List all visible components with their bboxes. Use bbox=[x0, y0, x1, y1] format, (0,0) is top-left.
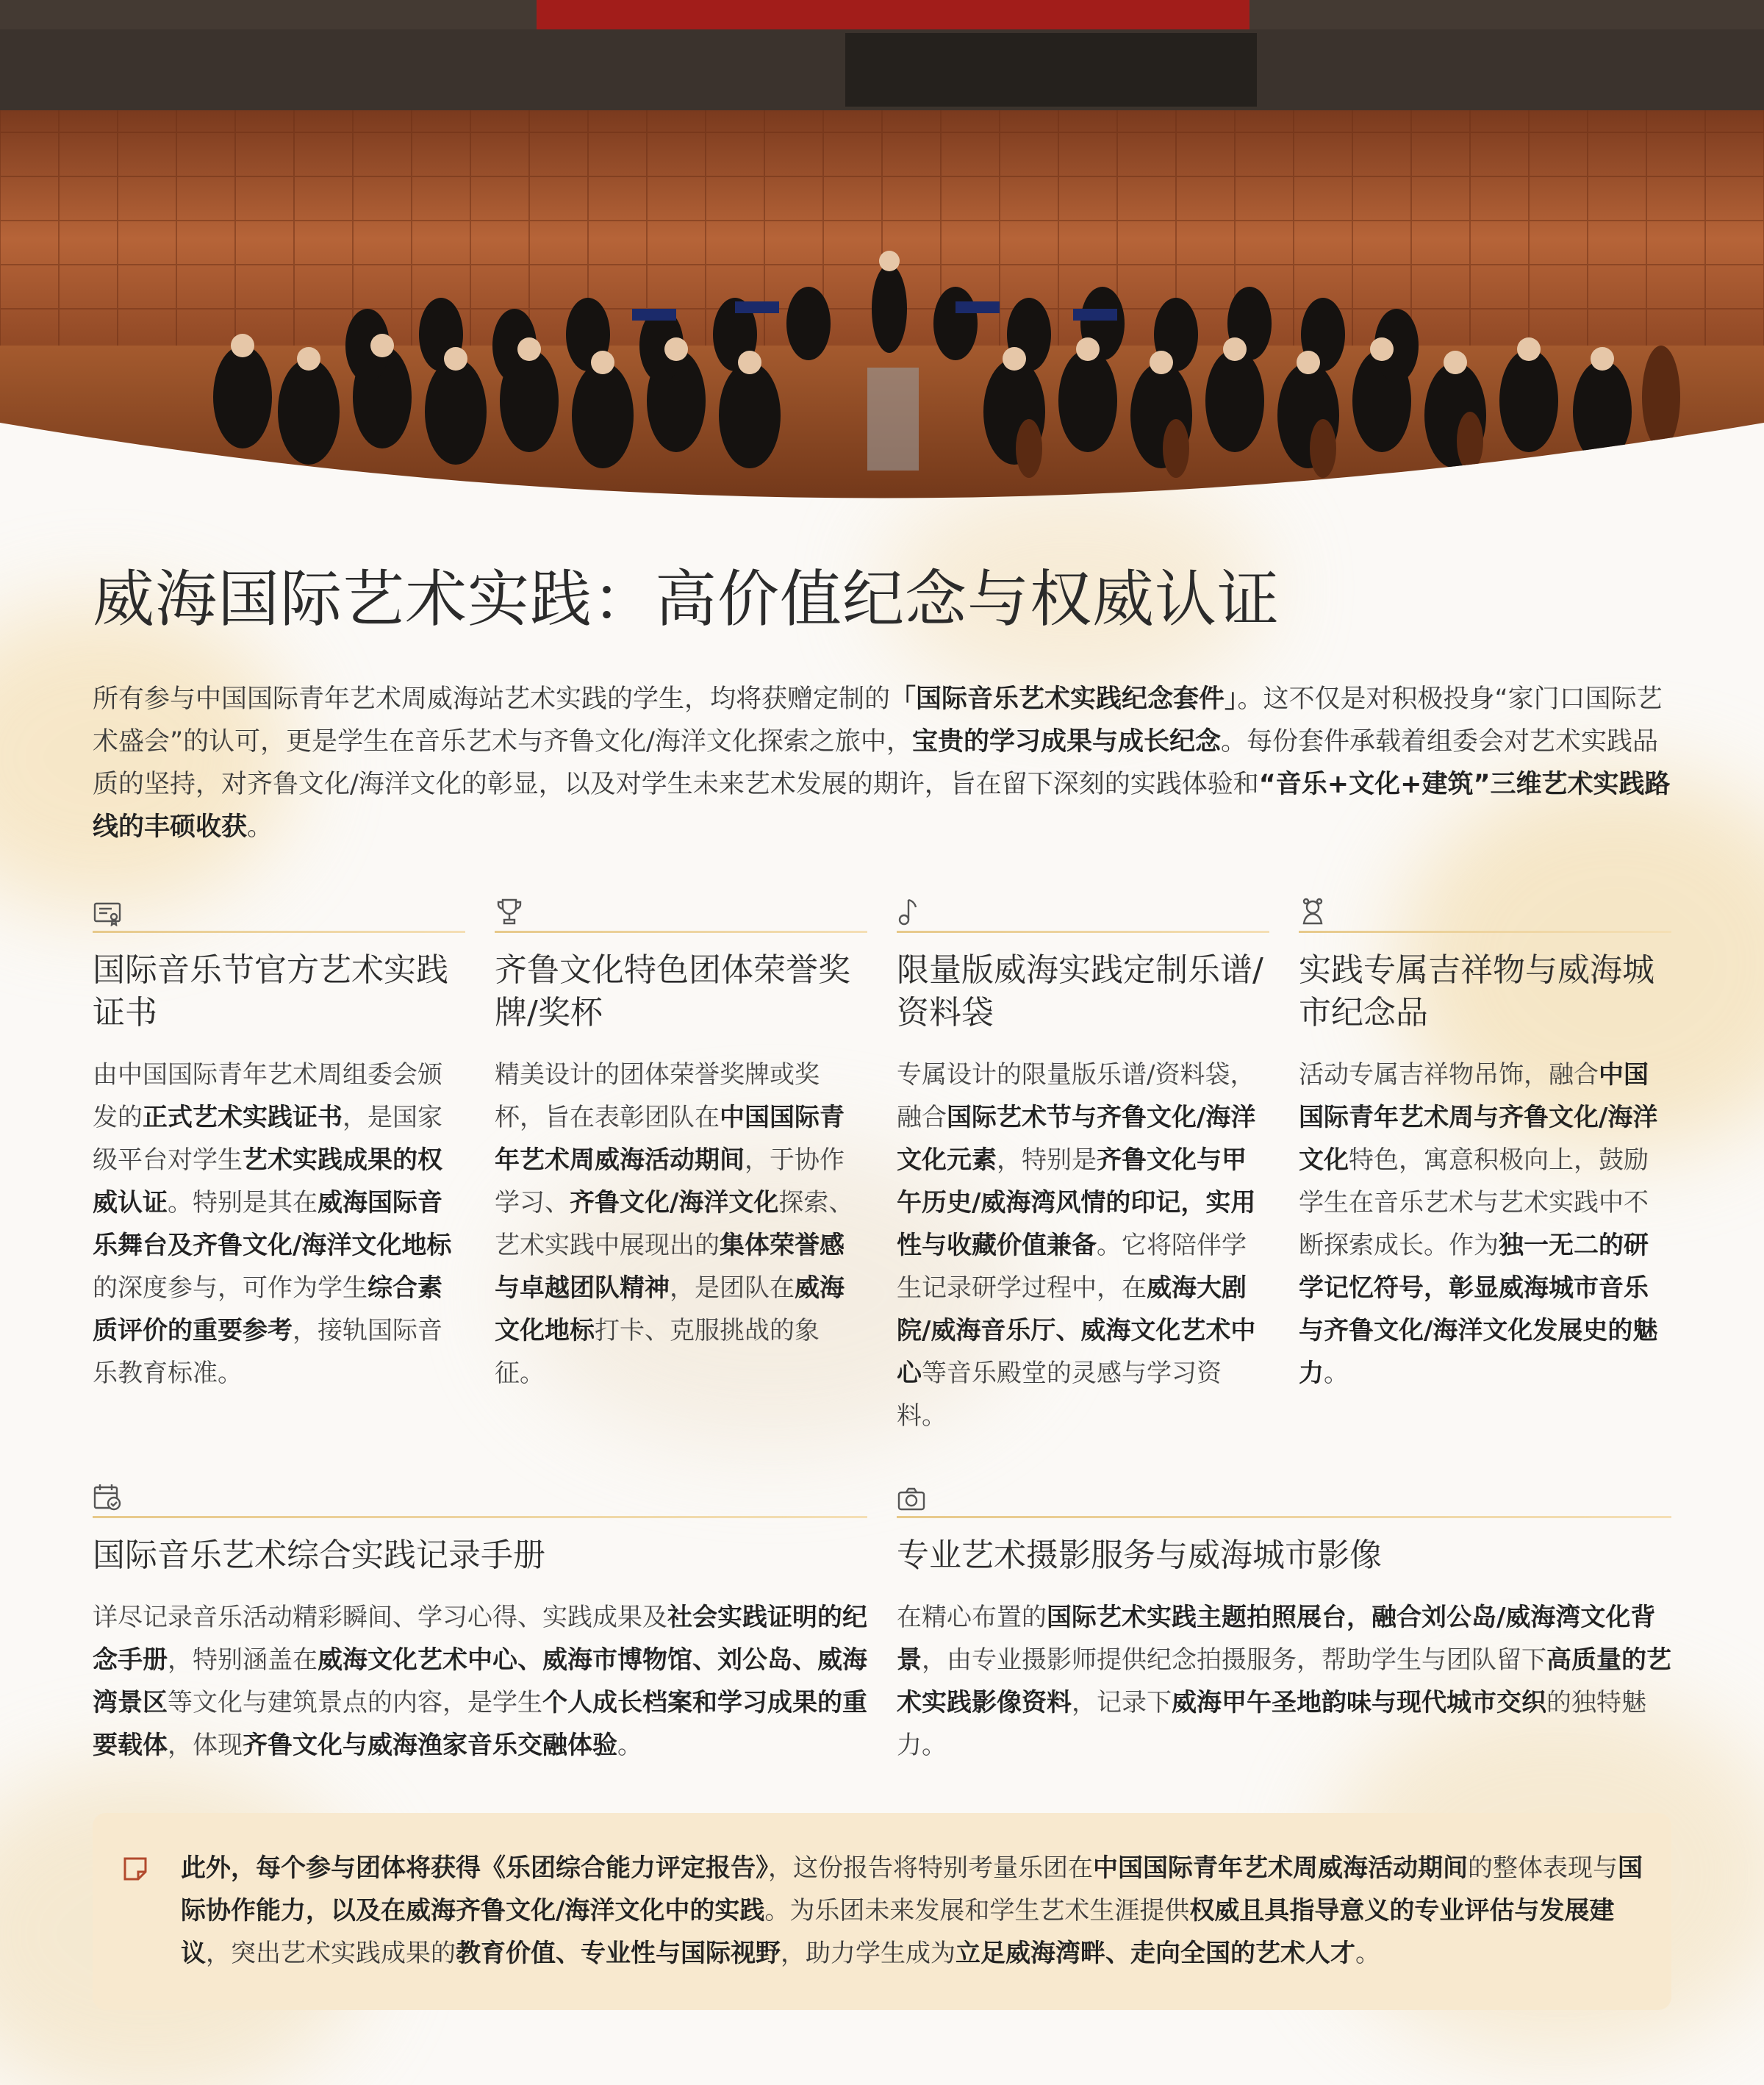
camera-icon bbox=[897, 1487, 926, 1512]
emphasis-text: 「国际音乐艺术实践纪念套件」 bbox=[890, 684, 1238, 714]
body-text: ，接轨国际音乐教育标准。 bbox=[93, 1316, 442, 1388]
emphasis-text: 威海甲午圣地韵味与现代城市交织 bbox=[1172, 1688, 1546, 1717]
body-text: ，于协作学习、 bbox=[495, 1145, 845, 1217]
body-text: 。 bbox=[1324, 1359, 1349, 1388]
body-text: 。这不仅是对积极投身“家门口国际艺术盛会”的认可，更是学生在音乐艺术与齐鲁文化/海洋文化探索之旅中， bbox=[93, 684, 1663, 757]
body-text: 详尽记录音乐活动精彩瞬间、学习心得、实践成果及 bbox=[93, 1603, 667, 1632]
card-title: 齐鲁文化特色团体荣誉奖牌/奖杯 bbox=[495, 951, 850, 1031]
emphasis-text: 社会实践证明的纪念手册 bbox=[93, 1603, 867, 1675]
emphasis-text: 个人成长档案和学习成果的重要载体 bbox=[93, 1688, 867, 1760]
card-body bbox=[93, 1596, 867, 1767]
card-divider bbox=[1299, 931, 1671, 933]
body-text: 打卡、克服挑战的象征。 bbox=[495, 1316, 820, 1388]
body-text: 由中国国际青年艺术周组委会颁发的 bbox=[93, 1060, 442, 1132]
body-text: 在精心布置的 bbox=[897, 1603, 1047, 1632]
body-text: 。它将陪伴学生记录研学过程中，在 bbox=[897, 1231, 1247, 1303]
body-text: 。 bbox=[1355, 1939, 1380, 1968]
card-record-book bbox=[93, 1473, 867, 1767]
card-title: 限量版威海实践定制乐谱/资料袋 bbox=[897, 951, 1263, 1031]
body-text: 的深度参与，可作为学生 bbox=[93, 1273, 368, 1303]
body-text: 的独特魅力。 bbox=[897, 1688, 1646, 1760]
body-text: 专属设计的限量版乐谱/资料袋，融合 bbox=[897, 1060, 1255, 1132]
emphasis-text: 齐鲁文化与威海渔家音乐交融体验 bbox=[243, 1731, 617, 1760]
intro-paragraph bbox=[93, 678, 1671, 848]
report-note-box bbox=[93, 1813, 1671, 2010]
body-text: 活动专属吉祥物吊饰，融合 bbox=[1299, 1060, 1599, 1090]
emphasis-text: 齐鲁文化/海洋文化 bbox=[570, 1188, 779, 1217]
emphasis-text: 高质量的艺术实践影像资料 bbox=[897, 1645, 1671, 1717]
music-note-icon bbox=[897, 897, 922, 926]
trophy-icon bbox=[495, 897, 524, 926]
card-title: 国际音乐艺术综合实践记录手册 bbox=[93, 1537, 545, 1574]
emphasis-text: 艺术实践成果的权威认证 bbox=[93, 1145, 442, 1217]
emphasis-text: 集体荣誉感与卓越团队精神 bbox=[495, 1231, 845, 1303]
emphasis-text: 立足威海湾畔、走向全国的艺术人才 bbox=[956, 1939, 1355, 1968]
body-text: 特色，寓意积极向上，鼓励学生在音乐艺术与艺术实践中不断探索成长。作为 bbox=[1299, 1145, 1649, 1260]
emphasis-text: 威海文化艺术中心、威海市博物馆、刘公岛、威海湾景区 bbox=[93, 1645, 867, 1717]
emphasis-text: 国际艺术节与齐鲁文化/海洋文化元素 bbox=[897, 1103, 1256, 1175]
body-text: 。 bbox=[617, 1731, 642, 1760]
card-photography bbox=[897, 1473, 1671, 1767]
body-text: ，特别是 bbox=[997, 1145, 1097, 1175]
card-mascot bbox=[1299, 888, 1671, 1437]
certificate-icon bbox=[93, 901, 122, 926]
card-divider bbox=[93, 931, 465, 933]
emphasis-text: 齐鲁文化与甲午历史/威海湾风情的印记，实用性与收藏价值兼备 bbox=[897, 1145, 1256, 1260]
souvenir-cards-row bbox=[93, 888, 1671, 1437]
body-text: 的整体表现与 bbox=[1468, 1853, 1618, 1883]
body-text: ，这份报告将特别考量乐团在 bbox=[768, 1853, 1093, 1883]
main-content bbox=[93, 559, 1671, 1968]
card-body bbox=[897, 1054, 1269, 1437]
note-text bbox=[181, 1847, 1643, 1975]
hero-concert-photo bbox=[0, 0, 1764, 515]
emphasis-text: 中国国际青年艺术周与齐鲁文化/海洋文化 bbox=[1299, 1060, 1658, 1175]
card-body bbox=[495, 1054, 867, 1395]
card-trophy bbox=[495, 888, 867, 1437]
emphasis-text: 独一无二的研学记忆符号，彰显威海城市音乐与齐鲁文化/海洋文化发展史的魅力 bbox=[1299, 1231, 1658, 1388]
emphasis-text: 正式艺术实践证书 bbox=[143, 1103, 343, 1132]
body-text: 。每份套件承载着组委会对艺术实践品质的坚持，对齐鲁文化/海洋文化的彰显，以及对学生未来艺术发展的期许，旨在留下深刻的实践体验和 bbox=[93, 727, 1658, 799]
page-title: 威海国际艺术实践：高价值纪念与权威认证 bbox=[93, 563, 1280, 635]
body-text: ，是国家级平台对学生 bbox=[93, 1103, 442, 1175]
card-body bbox=[1299, 1054, 1671, 1395]
emphasis-text: 国际艺术实践主题拍照展台，融合刘公岛/威海湾文化背景 bbox=[897, 1603, 1656, 1675]
body-text: ，突出艺术实践成果的 bbox=[206, 1939, 456, 1968]
body-text: ，是团队在 bbox=[670, 1273, 795, 1303]
card-title: 实践专属吉祥物与威海城市纪念品 bbox=[1299, 951, 1654, 1031]
mascot-icon bbox=[1299, 897, 1327, 926]
body-text: 等音乐殿堂的灵感与学习资料。 bbox=[897, 1359, 1222, 1431]
card-title: 国际音乐节官方艺术实践证书 bbox=[93, 951, 448, 1031]
body-text: ，体现 bbox=[168, 1731, 243, 1760]
card-divider bbox=[897, 1516, 1671, 1518]
emphasis-text: 中国国际青年艺术周威海活动期间 bbox=[1093, 1853, 1468, 1883]
emphasis-text: 教育价值、专业性与国际视野 bbox=[456, 1939, 781, 1968]
emphasis-text: 中国国际青年艺术周威海活动期间 bbox=[495, 1103, 845, 1175]
body-text: 。 bbox=[247, 812, 273, 842]
emphasis-text: 威海文化地标 bbox=[495, 1273, 845, 1345]
calendar-check-icon bbox=[93, 1482, 122, 1512]
body-text: ，由专业摄影师提供纪念拍摄服务，帮助学生与团队留下 bbox=[922, 1645, 1546, 1675]
card-divider bbox=[495, 931, 867, 933]
emphasis-text: 国际协作能力，以及在威海齐鲁文化/海洋文化中的实践 bbox=[181, 1853, 1643, 1925]
body-text: 精美设计的团体荣誉奖牌或奖杯，旨在表彰团队在 bbox=[495, 1060, 820, 1132]
card-divider bbox=[93, 1516, 867, 1518]
emphasis-text: 权威且具指导意义的专业评估与发展建议 bbox=[181, 1896, 1615, 1968]
card-divider bbox=[897, 931, 1269, 933]
note-icon bbox=[122, 1856, 148, 1882]
body-text: ，特别涵盖在 bbox=[168, 1645, 318, 1675]
body-text: 。为乐团未来发展和学生艺术生涯提供 bbox=[764, 1896, 1190, 1925]
body-text: 。特别是其在 bbox=[168, 1188, 318, 1217]
emphasis-text: 威海大剧院/威海音乐厅、威海文化艺术中心 bbox=[897, 1273, 1256, 1388]
card-sheet-music bbox=[897, 888, 1269, 1437]
card-certificate bbox=[93, 888, 465, 1437]
emphasis-text: 此外，每个参与团体将获得《乐团综合能力评定报告》 bbox=[181, 1853, 768, 1883]
body-text: 等文化与建筑景点的内容，是学生 bbox=[168, 1688, 542, 1717]
body-text: ，记录下 bbox=[1072, 1688, 1172, 1717]
body-text: 所有参与中国国际青年艺术周威海站艺术实践的学生，均将获赠定制的 bbox=[93, 684, 891, 714]
card-body bbox=[93, 1054, 465, 1395]
emphasis-text: “音乐+文化+建筑”三维艺术实践路线的丰硕收获 bbox=[93, 770, 1671, 842]
body-text: ，助力学生成为 bbox=[781, 1939, 956, 1968]
card-title: 专业艺术摄影服务与威海城市影像 bbox=[897, 1537, 1382, 1574]
emphasis-text: 综合素质评价的重要参考 bbox=[93, 1273, 442, 1345]
card-body bbox=[897, 1596, 1671, 1767]
body-text: 探索、艺术实践中展现出的 bbox=[495, 1188, 854, 1260]
emphasis-text: 宝贵的学习成果与成长纪念 bbox=[911, 727, 1221, 757]
emphasis-text: 威海国际音乐舞台及齐鲁文化/海洋文化地标 bbox=[93, 1188, 452, 1260]
service-cards-row bbox=[93, 1473, 1671, 1767]
